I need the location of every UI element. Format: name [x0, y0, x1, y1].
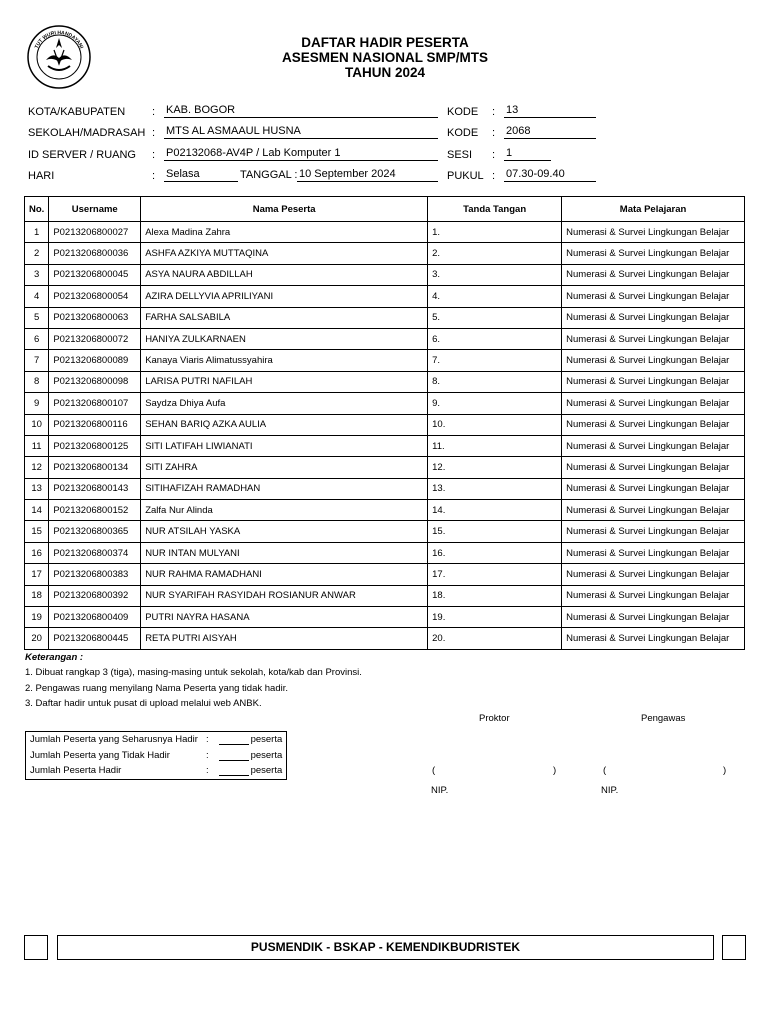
row-username: P0213206800027: [49, 222, 141, 243]
row-mata-pelajaran: Numerasi & Survei Lingkungan Belajar: [562, 286, 745, 307]
hari-value: Selasa: [164, 168, 238, 182]
row-nama-peserta: NUR RAHMA RAMADHANI: [141, 564, 428, 585]
row-no: 5: [25, 307, 49, 328]
table-row: [25, 435, 745, 456]
notes-heading: Keterangan :: [25, 652, 84, 663]
summary-unit: peserta: [250, 765, 283, 777]
colon: :: [152, 149, 156, 161]
summary-label: Jumlah Peserta yang Seharusnya Hadir: [30, 734, 198, 746]
table-row: [25, 607, 745, 628]
colon: :: [205, 765, 209, 777]
row-mata-pelajaran: Numerasi & Survei Lingkungan Belajar: [562, 350, 745, 371]
header-nama: Nama Peserta: [141, 197, 428, 222]
summary-unit: peserta: [250, 749, 283, 761]
row-nama-peserta: SEHAN BARIQ AZKA AULIA: [141, 414, 428, 435]
row-username: P0213206800365: [49, 521, 141, 542]
row-username: P0213206800374: [49, 542, 141, 563]
row-tanda-tangan: 12.: [428, 457, 562, 478]
row-mata-pelajaran: Numerasi & Survei Lingkungan Belajar: [562, 435, 745, 456]
row-mata-pelajaran: Numerasi & Survei Lingkungan Belajar: [562, 521, 745, 542]
row-no: 12: [25, 457, 49, 478]
row-nama-peserta: LARISA PUTRI NAFILAH: [141, 371, 428, 392]
blank-field: [219, 735, 249, 745]
row-nama-peserta: PUTRI NAYRA HASANA: [141, 607, 428, 628]
page-title-line1: DAFTAR HADIR PESERTA: [301, 35, 469, 50]
row-mata-pelajaran: Numerasi & Survei Lingkungan Belajar: [562, 307, 745, 328]
proktor-nip-label: NIP.: [431, 785, 449, 796]
row-tanda-tangan: 3.: [428, 264, 562, 285]
server-label: ID SERVER / RUANG: [28, 149, 136, 161]
summary-row: [26, 763, 287, 779]
row-no: 7: [25, 350, 49, 371]
open-paren: (: [603, 765, 607, 776]
pengawas-nip-label: NIP.: [601, 785, 619, 796]
kode1-label: KODE: [447, 106, 479, 118]
colon: :: [205, 734, 209, 746]
table-row: [25, 414, 745, 435]
row-no: 3: [25, 264, 49, 285]
row-nama-peserta: AZIRA DELLYVIA APRILIYANI: [141, 286, 428, 307]
row-nama-peserta: HANIYA ZULKARNAEN: [141, 328, 428, 349]
row-tanda-tangan: 1.: [428, 222, 562, 243]
colon: :: [492, 149, 496, 161]
colon: :: [152, 170, 156, 182]
table-row: [25, 264, 745, 285]
row-nama-peserta: NUR SYARIFAH RASYIDAH ROSIANUR ANWAR: [141, 585, 428, 606]
close-paren: ): [723, 765, 727, 776]
header-username: Username: [49, 197, 141, 222]
pukul-value: 07.30-09.40: [504, 168, 596, 182]
table-row: [25, 500, 745, 521]
row-nama-peserta: Kanaya Viaris Alimatussyahira: [141, 350, 428, 371]
row-tanda-tangan: 13.: [428, 478, 562, 499]
note-item: 2. Pengawas ruang menyilang Nama Peserta yang tidak hadir.: [25, 683, 288, 694]
colon: :: [492, 170, 496, 182]
row-username: P0213206800445: [49, 628, 141, 649]
row-tanda-tangan: 8.: [428, 371, 562, 392]
page-title-line3: TAHUN 2024: [344, 65, 426, 80]
row-no: 13: [25, 478, 49, 499]
row-no: 6: [25, 328, 49, 349]
row-tanda-tangan: 6.: [428, 328, 562, 349]
row-mata-pelajaran: Numerasi & Survei Lingkungan Belajar: [562, 500, 745, 521]
header-mata-pelajaran: Mata Pelajaran: [562, 197, 745, 222]
row-mata-pelajaran: Numerasi & Survei Lingkungan Belajar: [562, 542, 745, 563]
row-mata-pelajaran: Numerasi & Survei Lingkungan Belajar: [562, 628, 745, 649]
row-nama-peserta: Alexa Madina Zahra: [141, 222, 428, 243]
row-username: P0213206800392: [49, 585, 141, 606]
row-mata-pelajaran: Numerasi & Survei Lingkungan Belajar: [562, 414, 745, 435]
attendance-table: [24, 196, 745, 650]
pukul-label: PUKUL: [447, 170, 484, 182]
row-tanda-tangan: 15.: [428, 521, 562, 542]
row-nama-peserta: NUR INTAN MULYANI: [141, 542, 428, 563]
table-row: [25, 307, 745, 328]
row-username: P0213206800125: [49, 435, 141, 456]
tanggal-value: 10 September 2024: [297, 168, 438, 182]
row-username: P0213206800152: [49, 500, 141, 521]
row-username: P0213206800045: [49, 264, 141, 285]
footer-right-box: [722, 935, 746, 960]
row-mata-pelajaran: Numerasi & Survei Lingkungan Belajar: [562, 328, 745, 349]
row-mata-pelajaran: Numerasi & Survei Lingkungan Belajar: [562, 371, 745, 392]
row-username: P0213206800134: [49, 457, 141, 478]
row-tanda-tangan: 11.: [428, 435, 562, 456]
table-row: [25, 521, 745, 542]
table-row: [25, 393, 745, 414]
footer-left-box: [24, 935, 48, 960]
summary-row: [26, 748, 287, 764]
row-nama-peserta: RETA PUTRI AISYAH: [141, 628, 428, 649]
row-tanda-tangan: 20.: [428, 628, 562, 649]
row-tanda-tangan: 9.: [428, 393, 562, 414]
row-tanda-tangan: 10.: [428, 414, 562, 435]
kota-value: KAB. BOGOR: [164, 104, 438, 118]
row-username: P0213206800054: [49, 286, 141, 307]
row-mata-pelajaran: Numerasi & Survei Lingkungan Belajar: [562, 222, 745, 243]
note-item: 1. Dibuat rangkap 3 (tiga), masing-masing untuk sekolah, kota/kab dan Provinsi.: [25, 667, 362, 678]
row-tanda-tangan: 2.: [428, 243, 562, 264]
row-no: 17: [25, 564, 49, 585]
table-row: [25, 350, 745, 371]
row-no: 19: [25, 607, 49, 628]
sekolah-label: SEKOLAH/MADRASAH: [28, 127, 146, 139]
tanggal-label: TANGGAL :: [240, 169, 298, 181]
server-value: P02132068-AV4P / Lab Komputer 1: [164, 147, 438, 161]
row-nama-peserta: SITI LATIFAH LIWIANATI: [141, 435, 428, 456]
row-no: 1: [25, 222, 49, 243]
summary-label: Jumlah Peserta yang Tidak Hadir: [30, 749, 170, 761]
row-no: 9: [25, 393, 49, 414]
table-row: [25, 564, 745, 585]
colon: :: [205, 749, 209, 761]
row-username: P0213206800089: [49, 350, 141, 371]
row-mata-pelajaran: Numerasi & Survei Lingkungan Belajar: [562, 564, 745, 585]
blank-field: [219, 751, 249, 761]
row-username: P0213206800107: [49, 393, 141, 414]
open-paren: (: [432, 765, 436, 776]
table-row: [25, 328, 745, 349]
row-username: P0213206800409: [49, 607, 141, 628]
row-no: 8: [25, 371, 49, 392]
colon: :: [492, 127, 496, 139]
sekolah-value: MTS AL ASMAAUL HUSNA: [164, 125, 438, 139]
row-nama-peserta: NUR ATSILAH YASKA: [141, 521, 428, 542]
svg-text:TUT WURI HANDAYANI: TUT WURI HANDAYANI: [33, 29, 85, 50]
row-nama-peserta: Saydza Dhiya Aufa: [141, 393, 428, 414]
row-username: P0213206800098: [49, 371, 141, 392]
row-nama-peserta: SITIHAFIZAH RAMADHAN: [141, 478, 428, 499]
header-no: No.: [25, 197, 49, 222]
sesi-value: 1: [504, 147, 551, 161]
row-no: 2: [25, 243, 49, 264]
row-nama-peserta: Zalfa Nur Alinda: [141, 500, 428, 521]
row-username: P0213206800116: [49, 414, 141, 435]
row-no: 11: [25, 435, 49, 456]
note-item: 3. Daftar hadir untuk pusat di upload melalui web ANBK.: [25, 698, 262, 709]
row-tanda-tangan: 4.: [428, 286, 562, 307]
row-no: 16: [25, 542, 49, 563]
summary-row: [26, 732, 287, 748]
row-no: 4: [25, 286, 49, 307]
row-tanda-tangan: 14.: [428, 500, 562, 521]
row-tanda-tangan: 19.: [428, 607, 562, 628]
kota-label: KOTA/KABUPATEN: [28, 106, 126, 118]
row-no: 20: [25, 628, 49, 649]
row-mata-pelajaran: Numerasi & Survei Lingkungan Belajar: [562, 243, 745, 264]
kode2-value: 2068: [504, 125, 596, 139]
row-mata-pelajaran: Numerasi & Survei Lingkungan Belajar: [562, 393, 745, 414]
table-row: [25, 222, 745, 243]
row-tanda-tangan: 7.: [428, 350, 562, 371]
row-mata-pelajaran: Numerasi & Survei Lingkungan Belajar: [562, 478, 745, 499]
row-tanda-tangan: 16.: [428, 542, 562, 563]
blank-field: [219, 766, 249, 776]
table-row: [25, 478, 745, 499]
table-row: [25, 371, 745, 392]
row-tanda-tangan: 18.: [428, 585, 562, 606]
close-paren: ): [553, 765, 557, 776]
table-header-row: [25, 197, 745, 222]
row-nama-peserta: SITI ZAHRA: [141, 457, 428, 478]
row-nama-peserta: ASYA NAURA ABDILLAH: [141, 264, 428, 285]
row-username: P0213206800072: [49, 328, 141, 349]
table-row: [25, 243, 745, 264]
hari-label: HARI: [28, 170, 55, 182]
row-mata-pelajaran: Numerasi & Survei Lingkungan Belajar: [562, 457, 745, 478]
footer-banner: PUSMENDIK - BSKAP - KEMENDIKBUDRISTEK: [57, 935, 714, 960]
row-nama-peserta: ASHFA AZKIYA MUTTAQINA: [141, 243, 428, 264]
page-title-line2: ASESMEN NASIONAL SMP/MTS: [281, 50, 489, 65]
kode1-value: 13: [504, 104, 596, 118]
row-username: P0213206800143: [49, 478, 141, 499]
row-username: P0213206800063: [49, 307, 141, 328]
proktor-label: Proktor: [479, 713, 510, 724]
row-username: P0213206800383: [49, 564, 141, 585]
table-row: [25, 585, 745, 606]
row-tanda-tangan: 5.: [428, 307, 562, 328]
colon: :: [152, 127, 156, 139]
tut-wuri-handayani-emblem-icon: [26, 24, 92, 90]
row-mata-pelajaran: Numerasi & Survei Lingkungan Belajar: [562, 585, 745, 606]
summary-unit: peserta: [250, 734, 283, 746]
attendance-summary: [25, 731, 287, 780]
colon: :: [492, 106, 496, 118]
row-tanda-tangan: 17.: [428, 564, 562, 585]
row-no: 14: [25, 500, 49, 521]
pengawas-label: Pengawas: [641, 713, 686, 724]
table-row: [25, 542, 745, 563]
row-no: 15: [25, 521, 49, 542]
table-row: [25, 286, 745, 307]
row-nama-peserta: FARHA SALSABILA: [141, 307, 428, 328]
row-mata-pelajaran: Numerasi & Survei Lingkungan Belajar: [562, 264, 745, 285]
summary-label: Jumlah Peserta Hadir: [30, 765, 122, 777]
colon: :: [152, 106, 156, 118]
table-row: [25, 457, 745, 478]
sesi-label: SESI: [447, 149, 473, 161]
table-row: [25, 628, 745, 649]
row-mata-pelajaran: Numerasi & Survei Lingkungan Belajar: [562, 607, 745, 628]
row-username: P0213206800036: [49, 243, 141, 264]
kode2-label: KODE: [447, 127, 479, 139]
row-no: 18: [25, 585, 49, 606]
row-no: 10: [25, 414, 49, 435]
header-tanda-tangan: Tanda Tangan: [428, 197, 562, 222]
